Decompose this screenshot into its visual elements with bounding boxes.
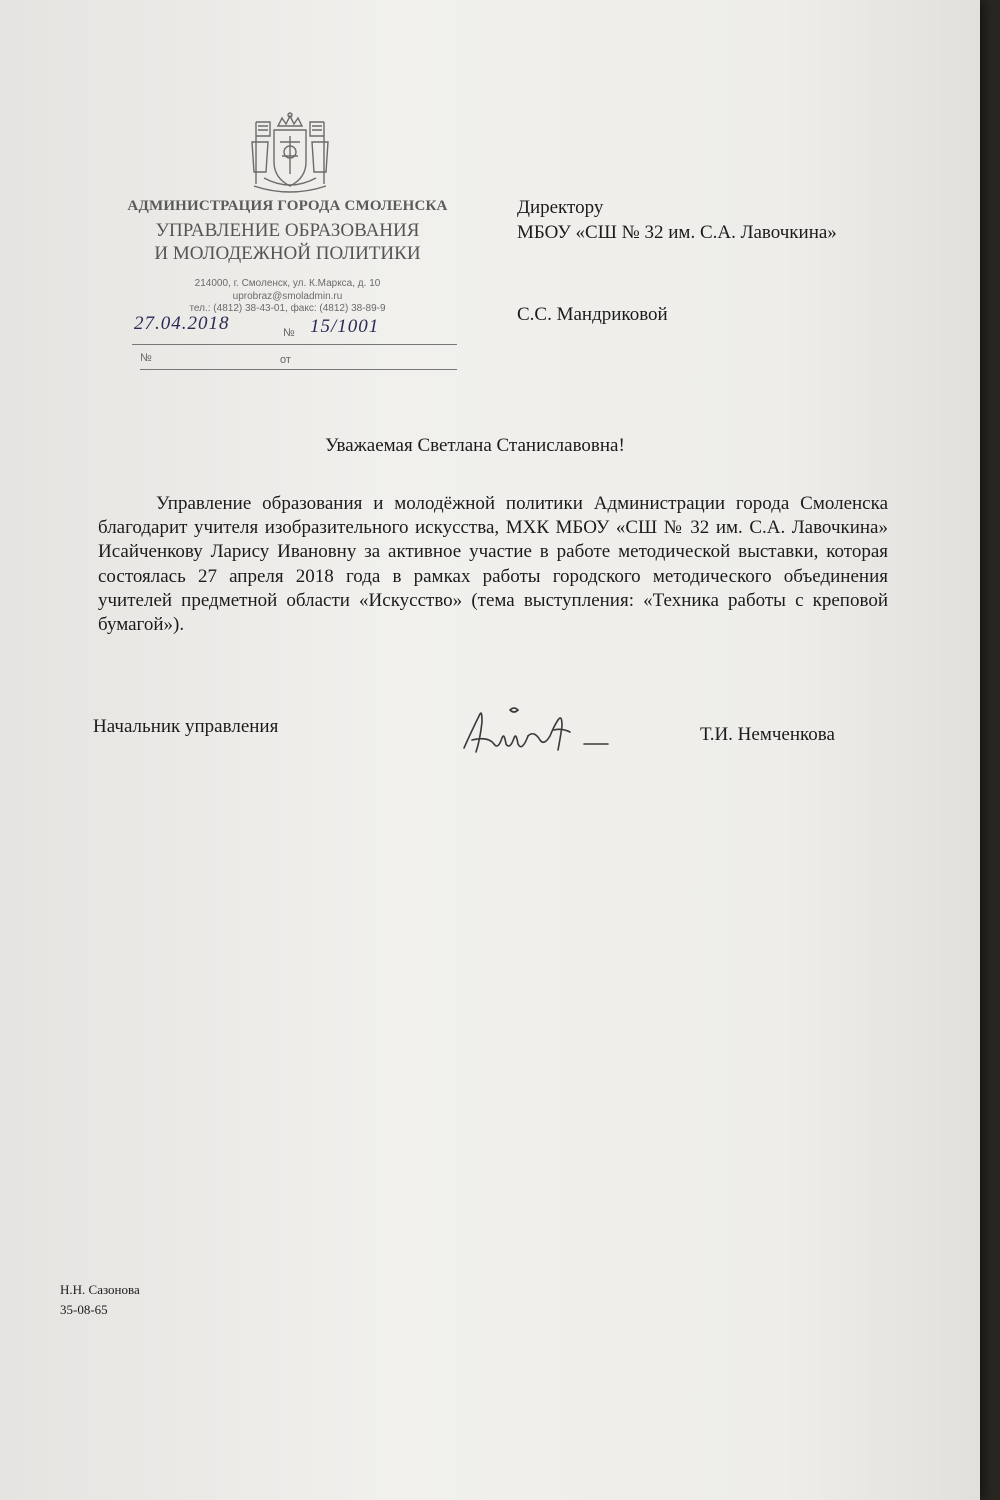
letter-body: Управление образования и молодёжной политики Администрации города Смоленска благодарит учителя изобразительного искусства, МХК МБОУ «СШ № 32 им. С.А. Лавочкина» Исайченкову Ларису Ивановну за активное участие в работе методической выставки, которая состоялась 27 апреля 2018 года в рамках работы городского методического объединения учителей предметной области «Искусство» (тема выступления: «Техника работы с креповой бумагой»). <box>98 493 888 636</box>
salutation <box>0 435 980 457</box>
registration-date: 27.04.2018 <box>134 313 230 334</box>
reference-from-label: от <box>280 354 291 366</box>
addressee-position: Директору <box>517 197 604 218</box>
salutation-text: Уважаемая Светлана Станиславовна! <box>325 435 625 456</box>
signatory-name: Т.И. Немченкова <box>700 724 835 745</box>
registration-number: 15/1001 <box>310 316 380 337</box>
org-admin-name: АДМИНИСТРАЦИЯ ГОРОДА СМОЛЕНСКА <box>127 198 448 214</box>
addressee-name: С.С. Мандриковой <box>517 304 668 325</box>
executor-phone: 35-08-65 <box>60 1302 108 1317</box>
org-contacts <box>105 278 470 316</box>
coat-of-arms-icon <box>244 112 336 196</box>
signatory-title: Начальник управления <box>93 716 279 737</box>
addressee-block <box>517 195 837 245</box>
org-phones: тел.: (4812) 38-43-01, факс: (4812) 38-89-9 <box>189 303 386 314</box>
reference-number-label: № <box>140 352 152 364</box>
registration-number-label: № <box>283 327 295 339</box>
reference-line <box>140 353 457 370</box>
executor-name: Н.Н. Сазонова <box>60 1282 140 1297</box>
addressee-organization: МБОУ «СШ № 32 им. С.А. Лавочкина» <box>517 222 837 243</box>
org-dept-line2: И МОЛОДЕЖНОЙ ПОЛИТИКИ <box>154 243 421 264</box>
org-dept-line1: УПРАВЛЕНИЕ ОБРАЗОВАНИЯ <box>155 220 420 241</box>
org-email: uprobraz@smoladmin.ru <box>232 290 343 302</box>
signature-icon <box>458 700 618 762</box>
org-address: 214000, г. Смоленск, ул. К.Маркса, д. 10 <box>194 278 381 289</box>
